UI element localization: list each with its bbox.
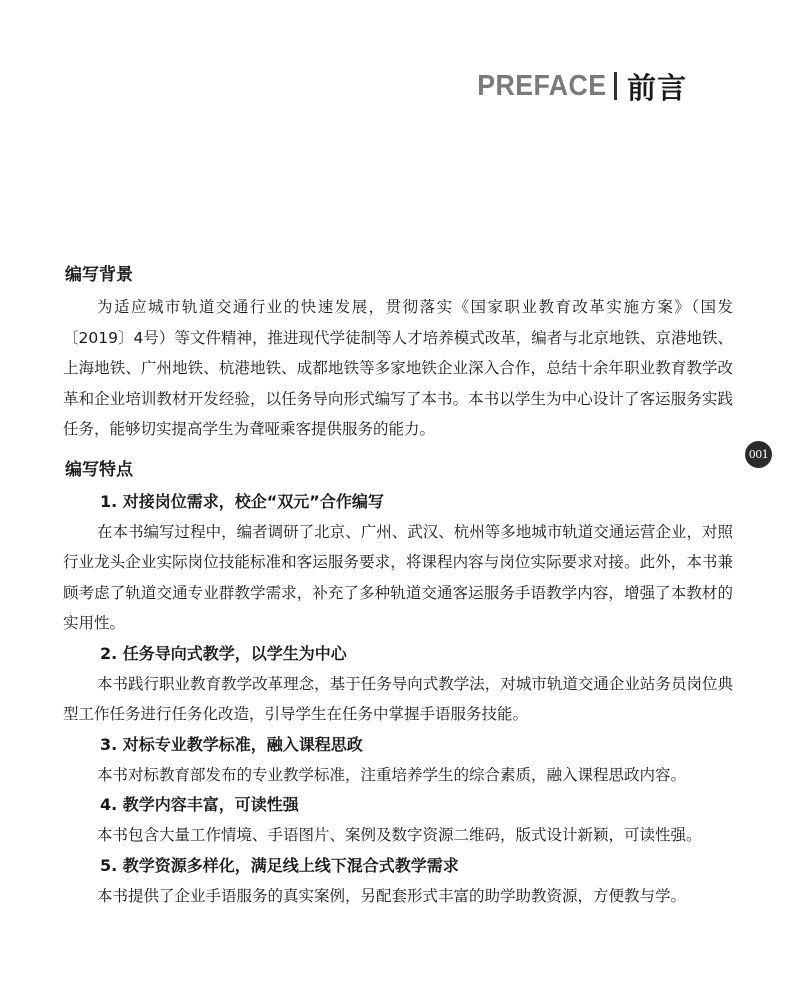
feature-heading: 5. 教学资源多样化，满足线上线下混合式教学需求 [100,855,459,875]
feature-item [63,790,733,851]
feature-text: 本书包含大量工作情境、手语图片、案例及数字资源二维码，版式设计新颖，可读性强。 [97,826,702,844]
feature-heading: 2. 任务导向式教学，以学生为中心 [100,643,347,663]
feature-text: 本书对标教育部发布的专业教学标准，注重培养学生的综合素质，融入课程思政内容。 [97,765,687,784]
feature-text: 在本书编写过程中，编者调研了北京、广州、武汉、杭州等多地城市轨道交通运营企业，对照行业龙头企业实际岗位技能标准和客运服务要求，将课程内容与岗位实际要求对接。此外，本书兼顾考虑了轨道交通专业群教学需求，补充了多种轨道交通客运服务手语教学内容，增强了本教材的实用性。 [63,522,733,632]
preface-body [63,258,733,911]
feature-text: 本书提供了企业手语服务的真实案例，另配套形式丰富的助学助教资源，方便教与学。 [97,886,687,905]
header-title-en: PREFACE [476,69,606,102]
preface-header [466,66,688,106]
feature-text: 本书践行职业教育教学改革理念，基于任务导向式教学法，对城市轨道交通企业站务员岗位典型工作任务进行任务化改造，引导学生在任务中掌握手语服务技能。 [63,674,733,723]
background-paragraph: 为适应城市轨道交通行业的快速发展，贯彻落实《国家职业教育改革实施方案》（国发〔2019〕4号）等文件精神，推进现代学徒制等人才培养模式改革，编者与北京地铁、京港地铁、上海地铁、广州地铁、杭港地铁、成都地铁等多家地铁企业深入合作，总结十余年职业教育教学改革和企业培训教材开发经验，以任务导向形式编写了本书。本书以学生为中心设计了客运服务实践任务，能够切实提高学生为聋哑乘客提供服务的能力。 [63,298,733,438]
feature-item [63,730,733,791]
feature-heading: 1. 对接岗位需求，校企“双元”合作编写 [100,491,384,511]
feature-item [63,851,733,912]
feature-item [63,639,733,730]
section-title-features: 编写特点 [65,459,133,480]
feature-item [63,487,733,639]
section-title-background: 编写背景 [65,265,133,285]
header-title-cn: 前言 [626,70,687,105]
header-divider [614,72,617,100]
page-number-badge: 001 [745,441,772,468]
feature-heading: 4. 教学内容丰富，可读性强 [100,795,299,814]
feature-heading: 3. 对标专业教学标准，融入课程思政 [100,734,363,754]
